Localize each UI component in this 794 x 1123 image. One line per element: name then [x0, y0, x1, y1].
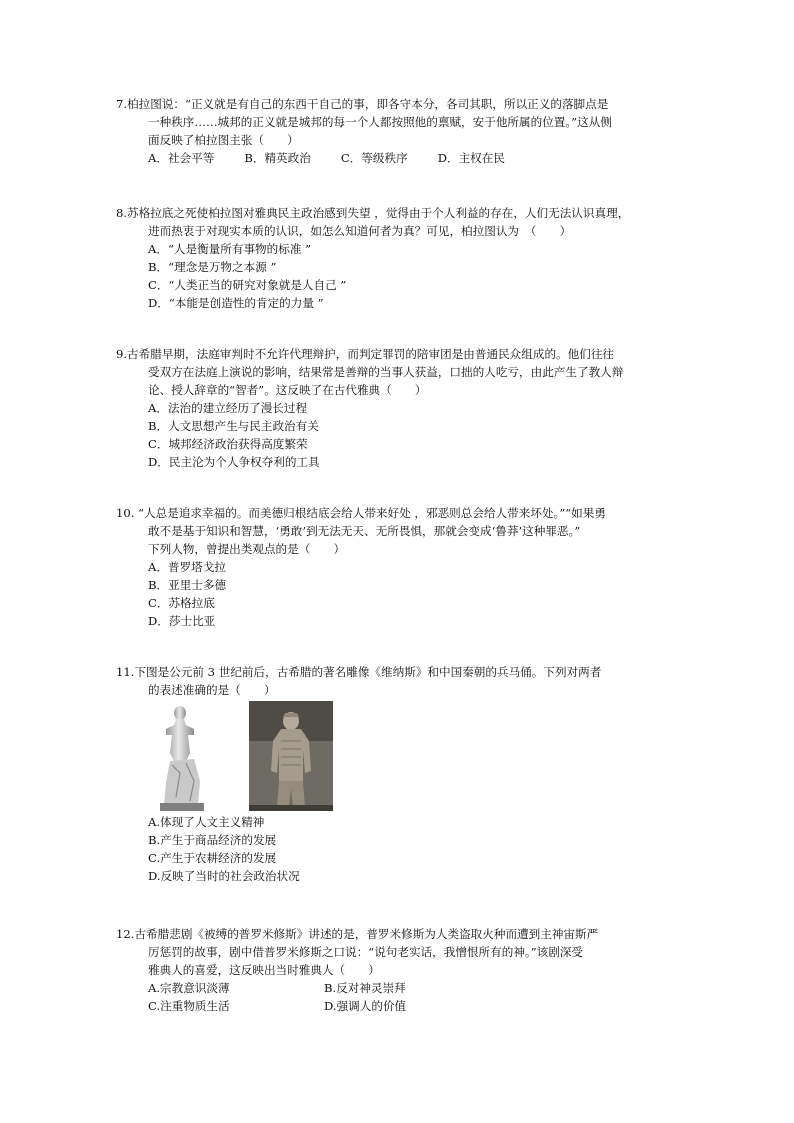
option-d[interactable]: D.反映了当时的社会政治状况	[148, 869, 300, 883]
option-b[interactable]: B．亚里士多德	[148, 578, 227, 592]
option-c[interactable]: C．苏格拉底	[148, 596, 215, 610]
option-c[interactable]: C．城邦经济政治获得高度繁荣	[148, 437, 308, 451]
terracotta-warrior-image	[249, 701, 333, 811]
option-c[interactable]: C.产生于农耕经济的发展	[148, 851, 277, 865]
option-a[interactable]: A.宗教意识淡薄	[148, 981, 230, 995]
question-7-line-2: 一种秩序……城邦的正义就是城邦的每一个人都按照他的禀赋，安于他所属的位置。”这从侧	[148, 115, 612, 129]
question-12-line-1: 12.古希腊悲剧《被缚的普罗米修斯》讲述的是，普罗米修斯为人类盗取火种而遭到主神宙斯严	[116, 927, 599, 941]
question-7-options	[118, 149, 698, 167]
option-d[interactable]: D．“本能是创造性的肯定的力量 ”	[148, 296, 324, 310]
question-7-line-1: 7.柏拉图说：“正义就是有自己的东西干自己的事，即各守本分，各司其职，所以正义的落脚点是	[116, 97, 609, 111]
option-b[interactable]: B．“理念是万物之本源 ”	[148, 260, 277, 274]
question-9-line-1: 9.古希腊早期，法庭审判时不允许代理辩护，而判定罪罚的陪审团是由普通民众组成的。他们往往	[116, 347, 615, 361]
option-c[interactable]: C.注重物质生活	[148, 999, 230, 1013]
option-a[interactable]: A．法治的建立经历了漫长过程	[148, 401, 308, 415]
question-8	[118, 204, 698, 312]
option-b[interactable]: B.反对神灵崇拜	[324, 981, 406, 995]
option-c[interactable]: C．“人类正当的研究对象就是人自己 ”	[148, 278, 347, 292]
option-d[interactable]: D．莎士比亚	[148, 614, 216, 628]
option-d[interactable]: D.强调人的价值	[324, 999, 407, 1013]
option-b[interactable]: B．精英政治	[244, 151, 311, 165]
option-a[interactable]: A.体现了人文主义精神	[148, 815, 265, 829]
question-9-line-3: 论、授人辞章的“智者”。这反映了在古代雅典（ ）	[148, 383, 427, 397]
option-c[interactable]: C．等级秩序	[340, 151, 408, 165]
question-10-line-2: 敢不是基于知识和智慧，‘勇敢’到无法无天、无所畏惧，那就会变成‘鲁莽’这种罪恶。”	[148, 524, 581, 538]
question-10	[118, 504, 698, 630]
question-9	[118, 345, 698, 471]
question-7	[118, 95, 698, 167]
option-b[interactable]: B.产生于商品经济的发展	[148, 833, 277, 847]
question-11-line-2: 的表述准确的是（ ）	[148, 683, 276, 697]
question-12-line-2: 厉惩罚的故事，剧中借普罗米修斯之口说：“说句老实话，我憎恨所有的神。”该剧深受	[148, 945, 584, 959]
question-11	[118, 663, 698, 885]
venus-statue-image	[150, 701, 222, 811]
question-12-line-3: 雅典人的喜爱，这反映出当时雅典人（ ）	[148, 963, 380, 977]
question-12-options	[118, 979, 698, 1015]
question-9-line-2: 受双方在法庭上演说的影响，结果常是善辩的当事人获益，口拙的人吃亏，由此产生了教人辩	[148, 365, 624, 379]
option-a[interactable]: A．社会平等	[148, 151, 215, 165]
question-7-line-3: 面反映了柏拉图主张（ ）	[148, 133, 299, 147]
option-d[interactable]: D．民主沦为个人争权夺利的工具	[148, 455, 320, 469]
question-8-line-2: 进而热衷于对现实本质的认识，如怎么知道何者为真？可见，柏拉图认为 （ ）	[148, 224, 572, 238]
option-d[interactable]: D．主权在民	[437, 151, 505, 165]
question-8-line-1: 8.苏格拉底之死使柏拉图对雅典民主政治感到失望 ，觉得由于个人利益的存在，人们无法认识真理，	[116, 206, 630, 220]
question-11-line-1: 11.下图是公元前 3 世纪前后，古希腊的著名雕像《维纳斯》和中国秦朝的兵马俑。下列对两者	[116, 665, 602, 679]
question-11-images	[118, 701, 698, 811]
option-b[interactable]: B．人文思想产生与民主政治有关	[148, 419, 319, 433]
question-10-line-3: 下列人物，曾提出类观点的是（ ）	[148, 542, 346, 556]
option-a[interactable]: A．“人是衡量所有事物的标准 ”	[148, 242, 312, 256]
question-12	[118, 925, 698, 1015]
option-a[interactable]: A．普罗塔戈拉	[148, 560, 226, 574]
question-10-line-1: 10. “人总是追求幸福的。而美德归根结底会给人带来好处 ，邪恶则总会给人带来坏处。”“如果勇	[116, 506, 606, 520]
